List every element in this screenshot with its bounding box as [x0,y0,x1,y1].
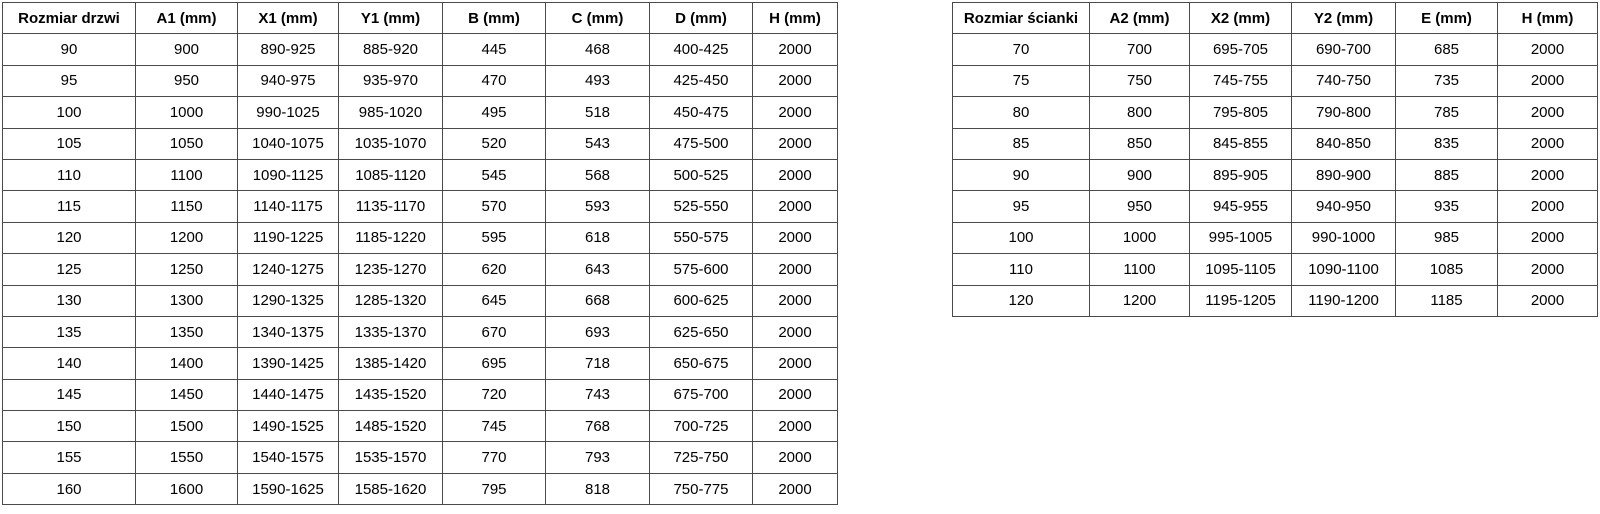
table-cell: 468 [546,34,650,65]
table-cell: 1140-1175 [238,191,339,222]
table-cell: 575-600 [650,254,753,285]
table-row [3,97,838,128]
table-cell: 2000 [753,442,838,473]
table-cell: 95 [953,191,1090,222]
table-cell: 835 [1396,128,1498,159]
table-cell: 120 [953,285,1090,316]
table-row [953,97,1598,128]
table-row [3,128,838,159]
table-cell: 425-450 [650,65,753,96]
table-cell: 950 [136,65,238,96]
table-cell: 700-725 [650,411,753,442]
table-cell: 518 [546,97,650,128]
table-cell: 885-920 [339,34,443,65]
table-cell: 500-525 [650,159,753,190]
table-cell: 1085 [1396,254,1498,285]
table-cell: 995-1005 [1190,222,1292,253]
table-cell: 1535-1570 [339,442,443,473]
table-cell: 770 [443,442,546,473]
column-header: A2 (mm) [1090,3,1190,34]
table-cell: 155 [3,442,136,473]
table-cell: 150 [3,411,136,442]
table-cell: 668 [546,285,650,316]
table-cell: 850 [1090,128,1190,159]
table-cell: 1150 [136,191,238,222]
table-row [953,285,1598,316]
table-row [3,316,838,347]
table-cell: 1135-1170 [339,191,443,222]
table-cell: 700 [1090,34,1190,65]
table-cell: 675-700 [650,379,753,410]
table-cell: 793 [546,442,650,473]
table-cell: 470 [443,65,546,96]
table-row [3,65,838,96]
table-cell: 693 [546,316,650,347]
table-cell: 2000 [1498,222,1598,253]
table-cell: 100 [3,97,136,128]
header-row [3,3,838,34]
table-row [3,222,838,253]
table-cell: 935 [1396,191,1498,222]
table-cell: 1200 [136,222,238,253]
table-row [953,128,1598,159]
table-cell: 845-855 [1190,128,1292,159]
table-cell: 2000 [753,65,838,96]
header-row [953,3,1598,34]
table-cell: 1100 [136,159,238,190]
table-cell: 450-475 [650,97,753,128]
table-cell: 70 [953,34,1090,65]
table-cell: 445 [443,34,546,65]
column-header: X1 (mm) [238,3,339,34]
table-cell: 1450 [136,379,238,410]
table-cell: 1340-1375 [238,316,339,347]
column-header: C (mm) [546,3,650,34]
table-cell: 950 [1090,191,1190,222]
table-cell: 1490-1525 [238,411,339,442]
table-row [3,411,838,442]
table-cell: 1185-1220 [339,222,443,253]
table-cell: 985 [1396,222,1498,253]
table-cell: 90 [3,34,136,65]
table-row [3,34,838,65]
table-row [3,473,838,504]
table-cell: 1085-1120 [339,159,443,190]
column-header: H (mm) [753,3,838,34]
table-cell: 110 [953,254,1090,285]
table-cell: 1390-1425 [238,348,339,379]
table-cell: 895-905 [1190,159,1292,190]
table-cell: 2000 [1498,191,1598,222]
table-cell: 1290-1325 [238,285,339,316]
table-cell: 2000 [753,348,838,379]
table-cell: 685 [1396,34,1498,65]
table-row [3,379,838,410]
table-cell: 2000 [753,97,838,128]
table-row [953,254,1598,285]
table-cell: 400-425 [650,34,753,65]
table-cell: 568 [546,159,650,190]
table-cell: 85 [953,128,1090,159]
table-cell: 800 [1090,97,1190,128]
table-cell: 1285-1320 [339,285,443,316]
table-cell: 890-925 [238,34,339,65]
table-cell: 718 [546,348,650,379]
table-cell: 890-900 [1292,159,1396,190]
table-cell: 100 [953,222,1090,253]
table-cell: 2000 [753,191,838,222]
table-cell: 720 [443,379,546,410]
table-row [953,34,1598,65]
column-header: A1 (mm) [136,3,238,34]
table-cell: 545 [443,159,546,190]
table-cell: 1485-1520 [339,411,443,442]
table-cell: 1500 [136,411,238,442]
table-cell: 130 [3,285,136,316]
table-cell: 645 [443,285,546,316]
table-cell: 790-800 [1292,97,1396,128]
table-cell: 935-970 [339,65,443,96]
table-cell: 1100 [1090,254,1190,285]
table-row [953,159,1598,190]
table-cell: 1190-1225 [238,222,339,253]
table-cell: 2000 [753,473,838,504]
table-cell: 543 [546,128,650,159]
table-cell: 2000 [753,411,838,442]
table-cell: 1585-1620 [339,473,443,504]
table-cell: 2000 [753,316,838,347]
table-cell: 1195-1205 [1190,285,1292,316]
table-cell: 885 [1396,159,1498,190]
table-row [3,254,838,285]
column-header: H (mm) [1498,3,1598,34]
table-cell: 2000 [1498,97,1598,128]
table-cell: 80 [953,97,1090,128]
table-cell: 625-650 [650,316,753,347]
table-cell: 1400 [136,348,238,379]
table-cell: 593 [546,191,650,222]
table-cell: 125 [3,254,136,285]
table-row [953,191,1598,222]
table-cell: 840-850 [1292,128,1396,159]
column-header: Y1 (mm) [339,3,443,34]
table-cell: 2000 [753,34,838,65]
table-cell: 2000 [753,222,838,253]
table-cell: 618 [546,222,650,253]
column-header: B (mm) [443,3,546,34]
column-header: Rozmiar drzwi [3,3,136,34]
table-cell: 750-775 [650,473,753,504]
table-row [3,159,838,190]
table-cell: 620 [443,254,546,285]
table-cell: 95 [3,65,136,96]
table-cell: 520 [443,128,546,159]
table-cell: 695-705 [1190,34,1292,65]
table-cell: 1350 [136,316,238,347]
table-cell: 1185 [1396,285,1498,316]
table-cell: 595 [443,222,546,253]
table-cell: 1095-1105 [1190,254,1292,285]
table-row [3,442,838,473]
table-cell: 670 [443,316,546,347]
table-cell: 2000 [753,128,838,159]
table-cell: 1000 [136,97,238,128]
table-cell: 600-625 [650,285,753,316]
table-cell: 115 [3,191,136,222]
table-cell: 1590-1625 [238,473,339,504]
table-cell: 945-955 [1190,191,1292,222]
table-cell: 1300 [136,285,238,316]
table-cell: 1050 [136,128,238,159]
table-cell: 1200 [1090,285,1190,316]
table-cell: 643 [546,254,650,285]
table-cell: 900 [1090,159,1190,190]
table-cell: 2000 [753,254,838,285]
table-cell: 690-700 [1292,34,1396,65]
table-cell: 2000 [753,285,838,316]
table-cell: 1540-1575 [238,442,339,473]
table-cell: 110 [3,159,136,190]
table-cell: 740-750 [1292,65,1396,96]
table-row [953,222,1598,253]
table-cell: 985-1020 [339,97,443,128]
table-cell: 2000 [1498,254,1598,285]
table-row [3,191,838,222]
table-cell: 1190-1200 [1292,285,1396,316]
wall-size-table [952,2,1598,317]
table-row [3,348,838,379]
table-cell: 493 [546,65,650,96]
table-cell: 795-805 [1190,97,1292,128]
table-cell: 1335-1370 [339,316,443,347]
table-cell: 135 [3,316,136,347]
table-cell: 550-575 [650,222,753,253]
table-cell: 1250 [136,254,238,285]
table-row [953,65,1598,96]
table-cell: 2000 [1498,65,1598,96]
table-cell: 745-755 [1190,65,1292,96]
table-cell: 475-500 [650,128,753,159]
table-cell: 940-950 [1292,191,1396,222]
table-cell: 990-1000 [1292,222,1396,253]
table-cell: 795 [443,473,546,504]
table-cell: 90 [953,159,1090,190]
table-cell: 650-675 [650,348,753,379]
table-cell: 140 [3,348,136,379]
table-cell: 2000 [1498,159,1598,190]
table-cell: 1240-1275 [238,254,339,285]
table-cell: 1600 [136,473,238,504]
table-cell: 695 [443,348,546,379]
table-cell: 2000 [753,379,838,410]
column-header: E (mm) [1396,3,1498,34]
column-header: Rozmiar ścianki [953,3,1090,34]
door-size-table [2,2,838,505]
table-cell: 743 [546,379,650,410]
table-cell: 735 [1396,65,1498,96]
table-cell: 1040-1075 [238,128,339,159]
table-cell: 1035-1070 [339,128,443,159]
table-cell: 495 [443,97,546,128]
table-cell: 2000 [1498,285,1598,316]
table-cell: 1090-1125 [238,159,339,190]
table-cell: 1090-1100 [1292,254,1396,285]
table-cell: 2000 [1498,34,1598,65]
table-cell: 75 [953,65,1090,96]
table-cell: 1440-1475 [238,379,339,410]
table-row [3,285,838,316]
table-cell: 818 [546,473,650,504]
column-header: Y2 (mm) [1292,3,1396,34]
table-cell: 160 [3,473,136,504]
table-cell: 145 [3,379,136,410]
table-cell: 1385-1420 [339,348,443,379]
table-cell: 725-750 [650,442,753,473]
table-cell: 120 [3,222,136,253]
column-header: D (mm) [650,3,753,34]
table-cell: 990-1025 [238,97,339,128]
table-cell: 1550 [136,442,238,473]
table-cell: 768 [546,411,650,442]
table-cell: 940-975 [238,65,339,96]
table-cell: 1000 [1090,222,1190,253]
table-cell: 785 [1396,97,1498,128]
table-cell: 2000 [1498,128,1598,159]
table-cell: 105 [3,128,136,159]
table-cell: 1435-1520 [339,379,443,410]
table-cell: 570 [443,191,546,222]
table-cell: 745 [443,411,546,442]
table-cell: 2000 [753,159,838,190]
table-cell: 750 [1090,65,1190,96]
table-cell: 525-550 [650,191,753,222]
table-cell: 900 [136,34,238,65]
column-header: X2 (mm) [1190,3,1292,34]
table-cell: 1235-1270 [339,254,443,285]
